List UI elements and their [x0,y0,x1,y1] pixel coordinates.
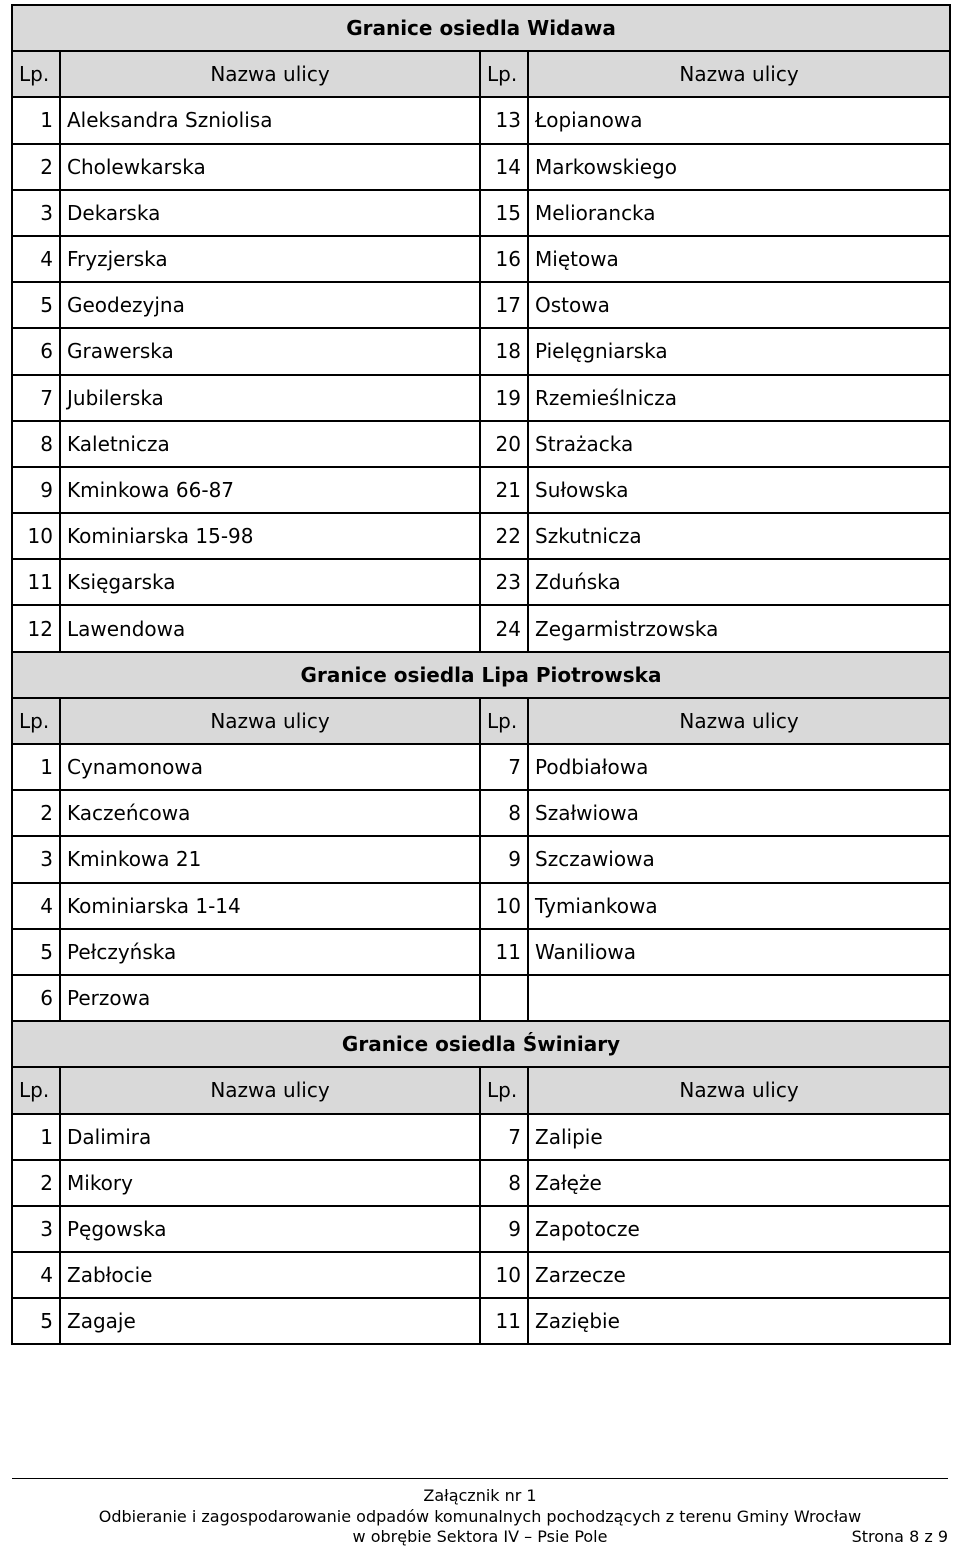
header-street-name: Nazwa ulicy [528,51,950,97]
table-row [12,744,950,790]
street-name: Szałwiowa [528,790,950,836]
row-number: 4 [12,236,60,282]
row-number: 14 [480,144,528,190]
table-row [12,282,950,328]
table-row [12,559,950,605]
street-name: Miętowa [528,236,950,282]
street-name: Zduńska [528,559,950,605]
row-number [480,975,528,1021]
street-name: Meliorancka [528,190,950,236]
table-row [12,1206,950,1252]
row-number: 2 [12,790,60,836]
section-title: Granice osiedla Widawa [12,5,950,51]
section-title-row [12,1021,950,1067]
row-number: 22 [480,513,528,559]
header-lp: Lp. [480,698,528,744]
row-number: 10 [12,513,60,559]
column-header-row [12,1067,950,1113]
row-number: 2 [12,144,60,190]
row-number: 3 [12,1206,60,1252]
row-number: 7 [480,1114,528,1160]
row-number: 9 [12,467,60,513]
header-street-name: Nazwa ulicy [60,51,480,97]
street-name: Fryzjerska [60,236,480,282]
header-street-name: Nazwa ulicy [60,698,480,744]
row-number: 17 [480,282,528,328]
section-title-row [12,652,950,698]
header-lp: Lp. [480,1067,528,1113]
table-row [12,1298,950,1344]
street-name: Kminkowa 66-87 [60,467,480,513]
header-street-name: Nazwa ulicy [528,1067,950,1113]
header-lp: Lp. [480,51,528,97]
footer-attachment: Załącznik nr 1 [423,1486,537,1505]
row-number: 8 [480,790,528,836]
row-number: 5 [12,282,60,328]
footer-description: Odbieranie i zagospodarowanie odpadów komunalnych pochodzących z terenu Gminy Wrocław [98,1507,862,1526]
row-number: 23 [480,559,528,605]
row-number: 20 [480,421,528,467]
street-name: Załęże [528,1160,950,1206]
column-header-row [12,698,950,744]
table-row [12,467,950,513]
row-number: 6 [12,975,60,1021]
row-number: 12 [12,605,60,651]
street-name: Zegarmistrzowska [528,605,950,651]
street-name: Kminkowa 21 [60,836,480,882]
street-name: Kominiarska 1-14 [60,883,480,929]
street-name: Mikory [60,1160,480,1206]
row-number: 11 [12,559,60,605]
street-name: Dekarska [60,190,480,236]
street-name: Podbiałowa [528,744,950,790]
table-row [12,1252,950,1298]
row-number: 21 [480,467,528,513]
street-name [528,975,950,1021]
street-name: Kaczeńcowa [60,790,480,836]
table-row [12,190,950,236]
table-row [12,975,950,1021]
footer-divider [12,1478,948,1479]
table-row [12,144,950,190]
street-name: Szczawiowa [528,836,950,882]
street-name: Kominiarska 15-98 [60,513,480,559]
street-name: Lawendowa [60,605,480,651]
street-name: Strażacka [528,421,950,467]
street-name: Aleksandra Szniolisa [60,97,480,143]
row-number: 2 [12,1160,60,1206]
street-name: Zarzecze [528,1252,950,1298]
street-name: Zabłocie [60,1252,480,1298]
street-name: Zaziębie [528,1298,950,1344]
row-number: 7 [12,375,60,421]
row-number: 18 [480,328,528,374]
street-name: Geodezyjna [60,282,480,328]
street-name: Zalipie [528,1114,950,1160]
header-lp: Lp. [12,698,60,744]
row-number: 11 [480,929,528,975]
street-name: Perzowa [60,975,480,1021]
street-name: Kaletnicza [60,421,480,467]
row-number: 9 [480,1206,528,1252]
footer-sector: w obrębie Sektora IV – Psie Pole [352,1527,608,1546]
street-name: Cynamonowa [60,744,480,790]
street-name: Szkutnicza [528,513,950,559]
street-name: Rzemieślnicza [528,375,950,421]
table-row [12,236,950,282]
row-number: 8 [480,1160,528,1206]
street-name: Tymiankowa [528,883,950,929]
page-footer [0,1478,960,1549]
row-number: 4 [12,883,60,929]
row-number: 3 [12,190,60,236]
street-name: Dalimira [60,1114,480,1160]
section-title-row [12,5,950,51]
table-row [12,513,950,559]
street-name: Ostowa [528,282,950,328]
row-number: 9 [480,836,528,882]
page-number: Strona 8 z 9 [851,1527,948,1546]
table-row [12,375,950,421]
row-number: 10 [480,1252,528,1298]
street-name: Pielęgniarska [528,328,950,374]
column-header-row [12,51,950,97]
street-name: Łopianowa [528,97,950,143]
row-number: 19 [480,375,528,421]
table-row [12,836,950,882]
table-row [12,790,950,836]
table-row [12,1160,950,1206]
header-street-name: Nazwa ulicy [60,1067,480,1113]
header-lp: Lp. [12,1067,60,1113]
table-row [12,97,950,143]
row-number: 1 [12,1114,60,1160]
row-number: 16 [480,236,528,282]
table-row [12,883,950,929]
street-name: Grawerska [60,328,480,374]
street-name: Cholewkarska [60,144,480,190]
table-row [12,605,950,651]
row-number: 5 [12,929,60,975]
street-name: Jubilerska [60,375,480,421]
street-name: Zagaje [60,1298,480,1344]
row-number: 10 [480,883,528,929]
row-number: 7 [480,744,528,790]
row-number: 1 [12,744,60,790]
street-name: Sułowska [528,467,950,513]
table-row [12,1114,950,1160]
row-number: 24 [480,605,528,651]
row-number: 4 [12,1252,60,1298]
section-title: Granice osiedla Świniary [12,1021,950,1067]
row-number: 11 [480,1298,528,1344]
streets-table [11,4,951,1345]
row-number: 13 [480,97,528,143]
table-row [12,328,950,374]
header-lp: Lp. [12,51,60,97]
row-number: 6 [12,328,60,374]
table-row [12,421,950,467]
section-title: Granice osiedla Lipa Piotrowska [12,652,950,698]
header-street-name: Nazwa ulicy [528,698,950,744]
street-name: Zapotocze [528,1206,950,1252]
street-name: Markowskiego [528,144,950,190]
table-row [12,929,950,975]
row-number: 8 [12,421,60,467]
row-number: 15 [480,190,528,236]
street-name: Pełczyńska [60,929,480,975]
street-name: Pęgowska [60,1206,480,1252]
street-name: Waniliowa [528,929,950,975]
row-number: 5 [12,1298,60,1344]
row-number: 3 [12,836,60,882]
row-number: 1 [12,97,60,143]
street-name: Księgarska [60,559,480,605]
